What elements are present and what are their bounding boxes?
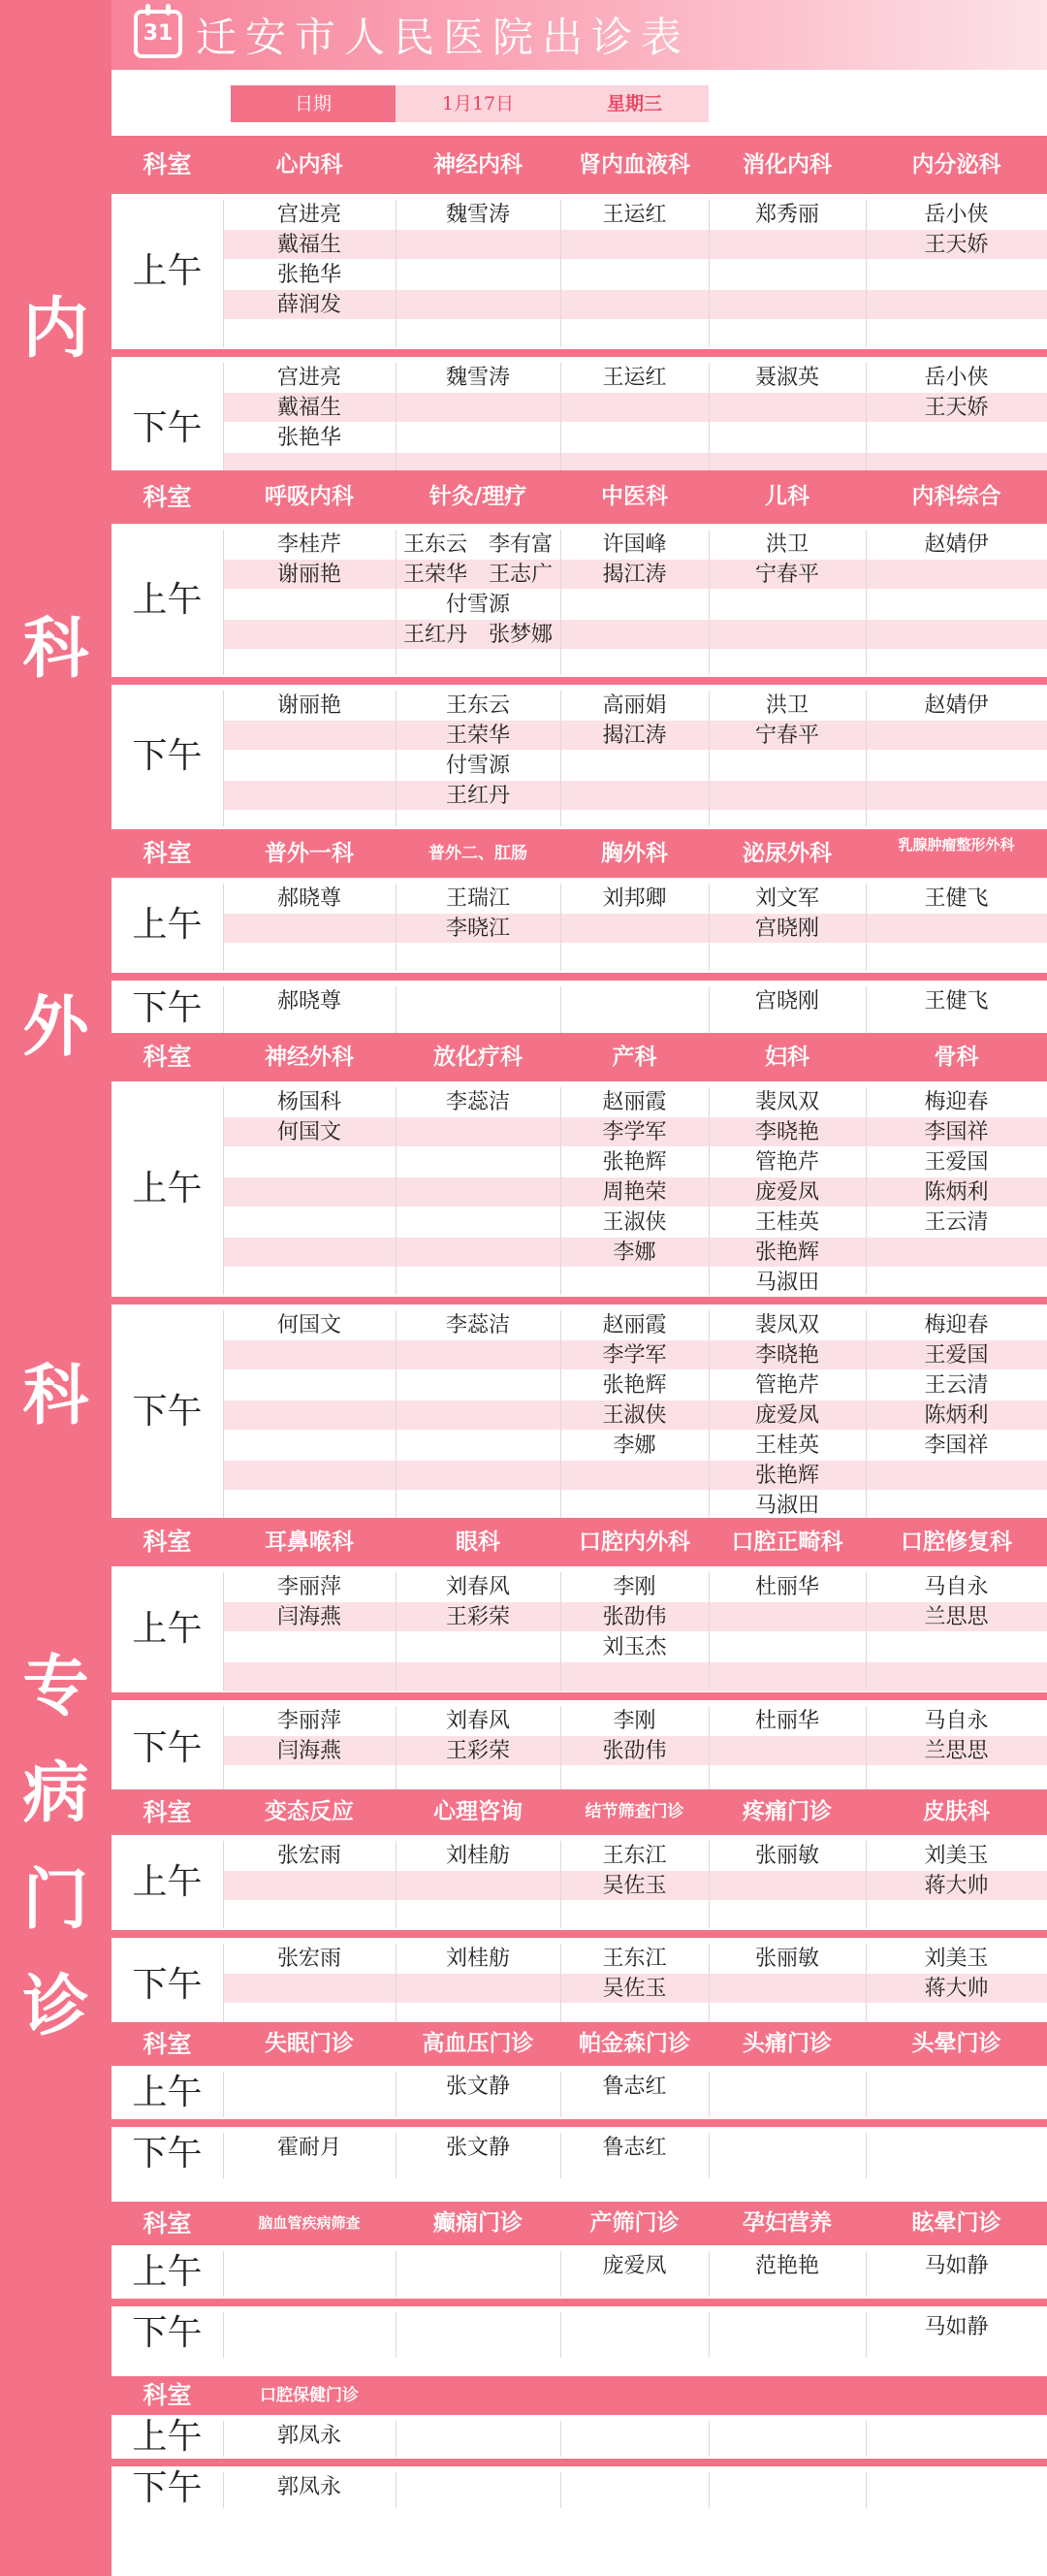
period-label: 上午 <box>132 2252 203 2292</box>
dept-name: 产科 <box>612 1045 657 1070</box>
doctor-name: 张艳辉 <box>754 1240 819 1265</box>
doctor-name: 吴佐玉 <box>602 1874 667 1898</box>
period-label: 上午 <box>132 2073 203 2112</box>
category-char: 专 <box>22 1649 89 1725</box>
doctor-name: 马如静 <box>924 2315 989 2339</box>
doctor-name: 郭凤永 <box>276 2475 341 2499</box>
doctor-name: 王云清 <box>924 1210 989 1235</box>
category-char: 科 <box>22 1358 89 1434</box>
doctor-name: 张丽敏 <box>754 1844 819 1868</box>
doctor-name: 张劭伟 <box>602 1739 667 1763</box>
section-header <box>111 1518 1047 1566</box>
column-divider <box>560 2421 561 2457</box>
doctor-name: 张宏雨 <box>276 1947 341 1971</box>
doctor-name: 宫晓刚 <box>754 989 819 1014</box>
doctor-name: 宫进亮 <box>276 366 341 390</box>
column-divider <box>396 2421 397 2457</box>
doctor-name: 魏雪涛 <box>445 366 510 390</box>
category-char: 门 <box>22 1862 89 1939</box>
period-label: 上午 <box>132 1169 203 1208</box>
doctor-name: 蒋大帅 <box>924 1977 989 2001</box>
doctor-name: 洪卫 <box>765 693 809 718</box>
doctor-name: 李晓艳 <box>754 1343 819 1368</box>
doctor-name: 王健飞 <box>924 989 989 1014</box>
doctor-name: 王彩荣 <box>445 1739 510 1763</box>
doctor-name: 刘春风 <box>445 1575 510 1599</box>
doctor-name: 张劭伟 <box>602 1605 667 1629</box>
category-char: 科 <box>22 611 89 688</box>
column-divider <box>866 2421 867 2457</box>
doctor-name: 王瑞江 <box>445 886 510 911</box>
period-label: 下午 <box>132 2313 203 2353</box>
doctor-name: 刘美玉 <box>924 1844 989 1868</box>
doctor-name: 杨国科 <box>276 1090 341 1114</box>
dept-label: 科室 <box>143 2381 192 2409</box>
dept-name: 胸外科 <box>601 841 668 866</box>
period-label: 下午 <box>132 1392 203 1432</box>
weekday: 星期三 <box>560 85 709 122</box>
period-separator <box>111 2299 1047 2306</box>
doctor-name: 周艳荣 <box>602 1180 667 1205</box>
dept-name: 乳腺肿瘤整形外科 <box>898 836 1015 853</box>
doctor-name: 刘桂舫 <box>445 1844 510 1868</box>
doctor-name: 庞爱凤 <box>754 1180 819 1205</box>
dept-name: 眩晕门诊 <box>911 2210 1001 2236</box>
page-title: 迁安市人民医院出诊表 <box>196 14 691 61</box>
doctor-name: 蒋大帅 <box>924 1874 989 1898</box>
doctor-name: 王天娇 <box>924 396 989 420</box>
doctor-name: 李娜 <box>613 1240 656 1265</box>
dept-name: 儿科 <box>765 484 809 509</box>
doctor-name: 李国祥 <box>924 1433 989 1458</box>
doctor-name: 吴佐玉 <box>602 1977 667 2001</box>
row-stripe <box>223 1461 1047 1490</box>
doctor-name: 兰思思 <box>924 1739 989 1763</box>
period-separator <box>111 1930 1047 1938</box>
doctor-name: 王淑侠 <box>602 1210 667 1235</box>
doctor-name: 李晓艳 <box>754 1120 819 1144</box>
doctor-name: 王运红 <box>602 366 667 390</box>
column-divider <box>396 1087 397 1295</box>
doctor-name: 王红丹 张梦娜 <box>402 623 553 647</box>
doctor-name: 庞爱凤 <box>754 1403 819 1428</box>
period-label: 下午 <box>132 1728 203 1768</box>
dept-name: 内分泌科 <box>911 152 1001 177</box>
doctor-name: 马自永 <box>924 1575 989 1599</box>
dept-name: 心内科 <box>275 152 343 177</box>
doctor-name: 赵婧伊 <box>924 693 989 718</box>
doctor-name: 张文静 <box>445 2075 510 2099</box>
doctor-name: 张艳辉 <box>754 1464 819 1488</box>
column-divider <box>396 2472 397 2508</box>
category-char: 外 <box>22 989 89 1066</box>
dept-name: 呼吸内科 <box>265 484 354 509</box>
doctor-name: 宫进亮 <box>276 203 341 227</box>
doctor-name: 范艳艳 <box>754 2254 819 2278</box>
column-divider <box>866 2072 867 2117</box>
doctor-name: 李晓江 <box>445 917 510 941</box>
doctor-name: 洪卫 <box>765 532 809 557</box>
doctor-name: 王荣华 <box>445 724 510 748</box>
period-separator <box>111 2459 1047 2466</box>
dept-name: 中医科 <box>601 484 668 509</box>
section-header <box>111 829 1047 878</box>
doctor-name: 王天娇 <box>924 233 989 257</box>
doctor-name: 揭江涛 <box>602 724 667 748</box>
doctor-name: 管艳芹 <box>754 1150 819 1175</box>
doctor-name: 付雪源 <box>445 593 510 617</box>
doctor-name: 揭江涛 <box>602 563 667 587</box>
dept-name: 孕妇营养 <box>743 2210 832 2236</box>
doctor-name: 陈炳利 <box>924 1403 989 1428</box>
row-stripe <box>223 914 1047 943</box>
dept-name: 内科综合 <box>911 484 1001 509</box>
dept-name: 癫痫门诊 <box>433 2210 523 2236</box>
section-header <box>111 1789 1047 1835</box>
period-label: 下午 <box>132 2134 203 2174</box>
dept-label: 科室 <box>143 1528 192 1556</box>
doctor-name: 何国文 <box>276 1313 341 1337</box>
dept-name: 皮肤科 <box>923 1799 990 1824</box>
doctor-name: 郑秀丽 <box>754 203 819 227</box>
doctor-name: 张艳辉 <box>602 1150 667 1175</box>
doctor-name: 王桂英 <box>754 1433 819 1458</box>
doctor-name: 宁春平 <box>754 724 819 748</box>
doctor-name: 李桂芹 <box>276 532 341 557</box>
doctor-name: 王东江 <box>602 1844 667 1868</box>
period-label: 下午 <box>132 2468 203 2508</box>
doctor-name: 王运红 <box>602 203 667 227</box>
doctor-name: 王桂英 <box>754 1210 819 1235</box>
category-strip <box>0 0 111 2576</box>
doctor-name: 戴福生 <box>276 396 341 420</box>
doctor-name: 王东云 <box>445 693 510 718</box>
doctor-name: 李蕊洁 <box>445 1090 510 1114</box>
doctor-name: 宁春平 <box>754 563 819 587</box>
doctor-name: 郝晓尊 <box>276 886 341 911</box>
doctor-name: 何国文 <box>276 1120 341 1144</box>
period-label: 上午 <box>132 2417 203 2457</box>
doctor-name: 陈炳利 <box>924 1180 989 1205</box>
period-separator <box>111 1297 1047 1304</box>
doctor-name: 郝晓尊 <box>276 989 341 1014</box>
dept-name: 消化内科 <box>743 152 832 177</box>
doctor-name: 王东江 <box>602 1947 667 1971</box>
doctor-name: 刘桂舫 <box>445 1947 510 1971</box>
doctor-name: 赵婧伊 <box>924 532 989 557</box>
doctor-name: 王荣华 王志广 <box>402 563 553 587</box>
dept-name: 耳鼻喉科 <box>265 1530 354 1555</box>
date-value: 1月17日 <box>396 85 560 122</box>
dept-label: 科室 <box>143 483 192 511</box>
period-separator <box>111 349 1047 357</box>
doctor-name: 宫晓刚 <box>754 917 819 941</box>
doctor-name: 王彩荣 <box>445 1605 510 1629</box>
doctor-name: 张艳华 <box>276 426 341 450</box>
dept-name: 肾内血液科 <box>579 152 690 177</box>
dept-name: 放化疗科 <box>433 1045 523 1070</box>
column-divider <box>223 2312 224 2358</box>
doctor-name: 刘春风 <box>445 1709 510 1733</box>
period-separator <box>111 973 1047 981</box>
doctor-name: 李蕊洁 <box>445 1313 510 1337</box>
period-separator <box>111 2119 1047 2127</box>
column-divider <box>223 2072 224 2117</box>
section-header <box>111 136 1047 194</box>
doctor-name: 郭凤永 <box>276 2424 341 2448</box>
doctor-name: 赵丽霞 <box>602 1090 667 1114</box>
dept-name: 脑血管疾病筛查 <box>258 2214 361 2232</box>
dept-name: 心理咨询 <box>433 1799 523 1824</box>
section-header <box>111 1033 1047 1081</box>
column-divider <box>709 2133 710 2178</box>
column-divider <box>866 2133 867 2178</box>
doctor-name: 王云清 <box>924 1373 989 1398</box>
doctor-name: 李国祥 <box>924 1120 989 1144</box>
dept-name: 普外二、肛肠 <box>428 844 527 863</box>
period-label: 下午 <box>132 988 203 1028</box>
doctor-name: 许国峰 <box>602 532 667 557</box>
column-divider <box>396 2312 397 2358</box>
doctor-name: 张艳华 <box>276 263 341 287</box>
doctor-name: 李刚 <box>613 1709 656 1733</box>
section-header <box>111 2376 1047 2415</box>
dept-label: 科室 <box>143 1043 192 1071</box>
doctor-name: 聂淑英 <box>754 366 819 390</box>
doctor-name: 岳小侠 <box>924 203 989 227</box>
category-char: 病 <box>22 1755 89 1832</box>
row-stripe <box>223 1662 1047 1691</box>
column-divider <box>709 2072 710 2117</box>
doctor-name: 闫海燕 <box>276 1739 341 1763</box>
period-separator <box>111 677 1047 685</box>
dept-label: 科室 <box>143 150 192 178</box>
dept-name: 头晕门诊 <box>911 2031 1001 2056</box>
dept-name: 疼痛门诊 <box>743 1799 832 1824</box>
column-divider <box>709 2421 710 2457</box>
doctor-name: 高丽娟 <box>602 693 667 718</box>
column-divider <box>709 2312 710 2358</box>
dept-name: 骨科 <box>934 1045 979 1070</box>
dept-name: 高血压门诊 <box>422 2031 534 2056</box>
dept-name: 口腔正畸科 <box>731 1530 843 1555</box>
doctor-name: 魏雪涛 <box>445 203 510 227</box>
column-divider <box>396 986 397 1035</box>
doctor-name: 李刚 <box>613 1575 656 1599</box>
doctor-name: 闫海燕 <box>276 1605 341 1629</box>
doctor-name: 张丽敏 <box>754 1947 819 1971</box>
doctor-name: 李丽萍 <box>276 1575 341 1599</box>
dept-name: 神经外科 <box>265 1045 354 1070</box>
period-label: 上午 <box>132 251 203 291</box>
period-separator <box>111 1692 1047 1700</box>
period-label: 上午 <box>132 1862 203 1902</box>
column-divider <box>560 2472 561 2508</box>
doctor-name: 王爱国 <box>924 1150 989 1175</box>
dept-name: 口腔内外科 <box>579 1530 690 1555</box>
dept-label: 科室 <box>143 2209 192 2238</box>
row-stripe <box>223 620 1047 649</box>
doctor-name: 王红丹 <box>445 784 510 808</box>
doctor-name: 李学军 <box>602 1120 667 1144</box>
dept-label: 科室 <box>143 1798 192 1826</box>
calendar-icon: 31 <box>134 10 182 58</box>
doctor-name: 谢丽艳 <box>276 693 341 718</box>
doctor-name: 鲁志红 <box>602 2136 667 2160</box>
section-header <box>111 2202 1047 2245</box>
dept-label: 科室 <box>143 839 192 867</box>
section-header <box>111 470 1047 524</box>
doctor-name: 薛润发 <box>276 293 341 317</box>
doctor-name: 岳小侠 <box>924 366 989 390</box>
doctor-name: 杜丽华 <box>754 1575 819 1599</box>
doctor-name: 刘玉杰 <box>602 1635 667 1659</box>
doctor-name: 戴福生 <box>276 233 341 257</box>
row-stripe <box>223 781 1047 810</box>
period-label: 下午 <box>132 408 203 448</box>
doctor-name: 王爱国 <box>924 1343 989 1368</box>
section-header <box>111 2022 1047 2066</box>
column-divider <box>709 2472 710 2508</box>
doctor-name: 王淑侠 <box>602 1403 667 1428</box>
doctor-name: 张文静 <box>445 2136 510 2160</box>
doctor-name: 管艳芹 <box>754 1373 819 1398</box>
doctor-name: 裴凤双 <box>754 1313 819 1337</box>
period-label: 下午 <box>132 736 203 776</box>
doctor-name: 谢丽艳 <box>276 563 341 587</box>
column-divider <box>560 2312 561 2358</box>
doctor-name: 鲁志红 <box>602 2075 667 2099</box>
doctor-name: 杜丽华 <box>754 1709 819 1733</box>
doctor-name: 王健飞 <box>924 886 989 911</box>
dept-name: 口腔修复科 <box>901 1530 1012 1555</box>
doctor-name: 王东云 李有富 <box>402 532 553 557</box>
doctor-name: 兰思思 <box>924 1605 989 1629</box>
doctor-name: 梅迎春 <box>924 1090 989 1114</box>
doctor-name: 裴凤双 <box>754 1090 819 1114</box>
dept-name: 产筛门诊 <box>589 2210 680 2236</box>
doctor-name: 李丽萍 <box>276 1709 341 1733</box>
column-divider <box>560 986 561 1035</box>
dept-name: 神经内科 <box>433 152 523 177</box>
doctor-name: 梅迎春 <box>924 1313 989 1337</box>
dept-name: 头痛门诊 <box>743 2031 832 2056</box>
doctor-name: 张宏雨 <box>276 1844 341 1868</box>
column-divider <box>866 2472 867 2508</box>
dept-name: 结节筛查门诊 <box>585 1802 684 1821</box>
doctor-name: 李学军 <box>602 1343 667 1368</box>
doctor-name: 马淑田 <box>754 1271 819 1295</box>
period-label: 上午 <box>132 905 203 945</box>
dept-label: 科室 <box>143 2030 192 2058</box>
doctor-name: 刘邦卿 <box>602 886 667 911</box>
doctor-name: 张艳辉 <box>602 1373 667 1398</box>
dept-name: 帕金森门诊 <box>579 2031 690 2056</box>
dept-name: 变态反应 <box>265 1799 354 1824</box>
doctor-name: 马如静 <box>924 2254 989 2278</box>
column-divider <box>396 2251 397 2297</box>
doctor-name: 庞爱凤 <box>602 2254 667 2278</box>
category-char: 内 <box>22 291 89 368</box>
doctor-name: 马自永 <box>924 1709 989 1733</box>
dept-name: 妇科 <box>765 1045 809 1070</box>
date-label: 日期 <box>231 85 396 122</box>
dept-name: 失眠门诊 <box>265 2031 354 2056</box>
dept-name: 口腔保健门诊 <box>260 2386 359 2405</box>
column-divider <box>223 2251 224 2297</box>
doctor-name: 刘文军 <box>754 886 819 911</box>
doctor-name: 霍耐月 <box>276 2136 341 2160</box>
period-label: 上午 <box>132 1609 203 1649</box>
doctor-name: 赵丽霞 <box>602 1313 667 1337</box>
category-char: 诊 <box>22 1969 89 2045</box>
dept-name: 泌尿外科 <box>743 841 832 866</box>
period-label: 下午 <box>132 1965 203 2005</box>
doctor-name: 付雪源 <box>445 754 510 778</box>
dept-name: 普外一科 <box>265 841 354 866</box>
dept-name: 针灸/理疗 <box>428 484 527 509</box>
column-divider <box>396 1310 397 1518</box>
doctor-name: 马淑田 <box>754 1494 819 1518</box>
period-label: 上午 <box>132 580 203 620</box>
dept-name: 眼科 <box>456 1530 500 1555</box>
doctor-name: 刘美玉 <box>924 1947 989 1971</box>
doctor-name: 李娜 <box>613 1433 656 1458</box>
column-divider <box>223 1310 224 1518</box>
